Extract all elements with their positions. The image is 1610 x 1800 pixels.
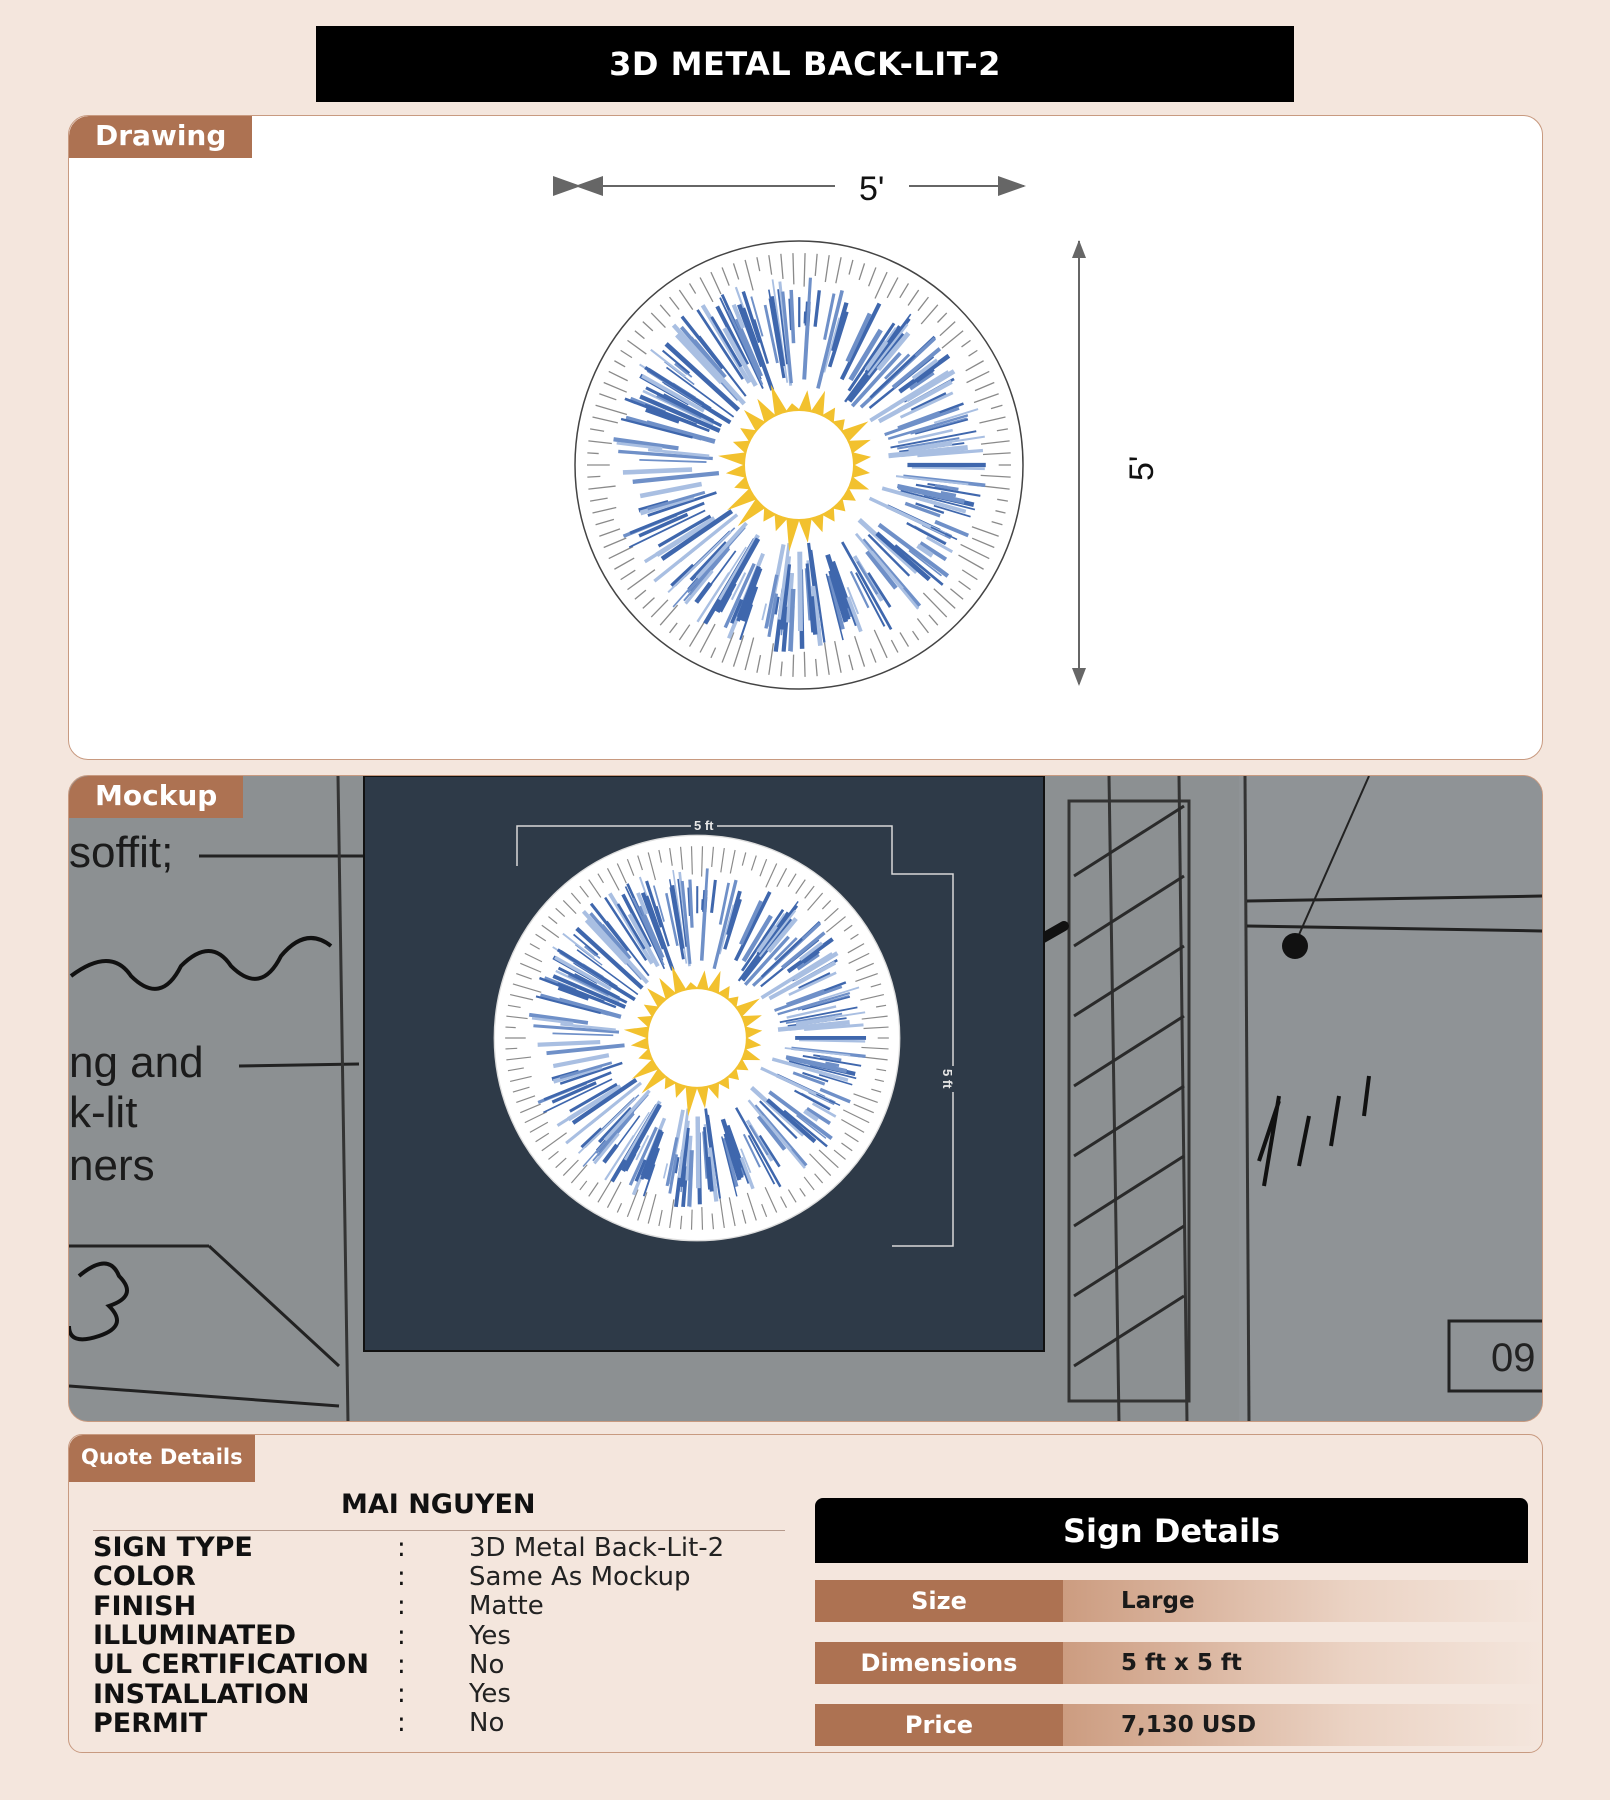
spec-key: UL CERTIFICATION <box>93 1649 369 1681</box>
quote-details-tab: Quote Details <box>69 1435 255 1482</box>
name-divider <box>93 1530 785 1531</box>
spec-colon: : <box>397 1649 406 1680</box>
sun-emblem-mockup <box>494 835 899 1240</box>
sign-detail-value: Large <box>1063 1580 1543 1622</box>
sign-detail-row-dimensions <box>815 1642 1543 1684</box>
mockup-height-label: 5 ft <box>940 1066 955 1092</box>
blueprint-background <box>69 776 1543 1422</box>
spec-value: No <box>469 1708 505 1739</box>
spec-row <box>93 1592 724 1621</box>
spec-colon: : <box>397 1620 406 1651</box>
sign-detail-value: 5 ft x 5 ft <box>1063 1642 1543 1684</box>
spec-value: No <box>469 1649 505 1680</box>
spec-value: Yes <box>469 1620 511 1651</box>
spec-row <box>93 1533 724 1562</box>
drawing-canvas <box>69 116 1543 760</box>
spec-key: COLOR <box>93 1561 196 1593</box>
quote-panel <box>68 1434 1543 1753</box>
customer-name: MAI NGUYEN <box>341 1489 536 1520</box>
spec-row <box>93 1709 724 1738</box>
spec-row <box>93 1562 724 1591</box>
sun-emblem-drawing <box>575 241 1023 689</box>
spec-colon: : <box>397 1708 406 1739</box>
spec-row <box>93 1621 724 1650</box>
wall-text-line2: ng and <box>69 1038 204 1087</box>
wall-text-soffit: soffit; <box>69 828 174 877</box>
wall-text-line3: k-lit <box>69 1088 138 1137</box>
drawing-panel <box>68 115 1543 760</box>
drawing-tab: Drawing <box>69 116 252 158</box>
sign-detail-key: Price <box>815 1704 1063 1746</box>
sign-detail-row-price <box>815 1704 1543 1746</box>
spec-colon: : <box>397 1532 406 1563</box>
mockup-width-label: 5 ft <box>691 818 717 833</box>
spec-colon: : <box>397 1561 406 1592</box>
width-dimension-label: 5' <box>853 170 890 209</box>
sign-detail-key: Dimensions <box>815 1642 1063 1684</box>
spec-value: Yes <box>469 1679 511 1710</box>
spec-key: SIGN TYPE <box>93 1532 253 1564</box>
spec-colon: : <box>397 1591 406 1622</box>
spec-key: INSTALLATION <box>93 1678 310 1710</box>
spec-value: 3D Metal Back-Lit-2 <box>469 1532 725 1563</box>
spec-row <box>93 1650 724 1679</box>
spec-key: FINISH <box>93 1590 197 1622</box>
spec-value: Matte <box>469 1591 544 1622</box>
mockup-tab: Mockup <box>69 776 243 818</box>
spec-colon: : <box>397 1679 406 1710</box>
spec-table <box>93 1533 724 1738</box>
sign-detail-row-size <box>815 1580 1543 1622</box>
sign-details-header: Sign Details <box>815 1498 1528 1563</box>
spec-row <box>93 1679 724 1708</box>
sign-detail-value: 7,130 USD <box>1063 1704 1543 1746</box>
height-dimension-label: 5' <box>1123 455 1161 481</box>
wall-number: 09 <box>1491 1336 1536 1380</box>
spec-key: PERMIT <box>93 1707 208 1739</box>
page-title: 3D METAL BACK-LIT-2 <box>316 26 1294 102</box>
wall-text-line4: ners <box>69 1141 155 1190</box>
spec-value: Same As Mockup <box>469 1561 691 1592</box>
mockup-panel <box>68 775 1543 1422</box>
sign-detail-key: Size <box>815 1580 1063 1622</box>
spec-key: ILLUMINATED <box>93 1620 297 1652</box>
